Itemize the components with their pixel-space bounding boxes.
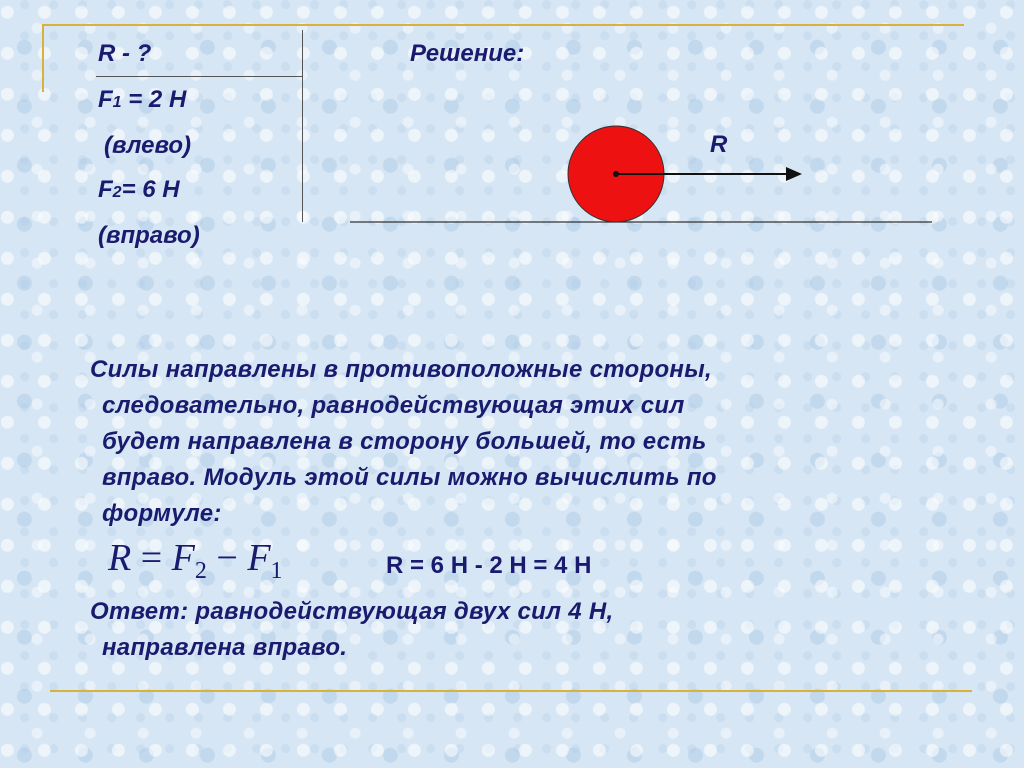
answer-line-1: Ответ: равнодействующая двух сил 4 Н, xyxy=(90,598,614,625)
formula-f1-sub: 1 xyxy=(270,558,283,584)
explanation-line-1: Силы направлены в противоположные стороны, xyxy=(90,356,712,383)
given-f1-direction: (влево) xyxy=(104,132,191,159)
force-diagram xyxy=(340,110,940,230)
f1-sub: 1 xyxy=(112,94,122,111)
explanation-line-5: формуле: xyxy=(102,500,222,527)
top-gold-rule xyxy=(42,24,964,26)
formula-f2: F xyxy=(171,537,195,579)
explanation-line-4: вправо. Модуль этой силы можно вычислить по xyxy=(102,464,717,491)
calculation: R = 6 Н - 2 Н = 4 Н xyxy=(386,552,592,579)
f2-sub: 2 xyxy=(112,184,122,201)
vector-label: R xyxy=(710,131,728,158)
explanation-line-3: будет направлена в сторону большей, то есть xyxy=(102,428,707,455)
formula-f2-sub: 2 xyxy=(194,558,207,584)
f2-name: F xyxy=(98,176,113,203)
explanation-text xyxy=(90,352,717,532)
formula-f1: F xyxy=(247,537,271,579)
given-horizontal-divider xyxy=(96,76,302,77)
left-gold-rule xyxy=(42,24,44,92)
explanation-line-2: следовательно, равнодействующая этих сил xyxy=(102,392,685,419)
formula xyxy=(108,536,283,585)
solution-heading: Решение: xyxy=(410,40,525,67)
formula-eq: = xyxy=(140,537,163,579)
f1-name: F xyxy=(98,86,113,113)
given-f2 xyxy=(98,176,180,204)
given-f1 xyxy=(98,86,186,114)
answer-text xyxy=(90,594,614,666)
given-f2-direction: (вправо) xyxy=(98,222,200,249)
formula-minus: − xyxy=(216,537,238,579)
resultant-arrow-head xyxy=(786,167,802,181)
f1-value: = 2 Н xyxy=(121,86,187,113)
answer-line-2: направлена вправо. xyxy=(102,634,348,661)
bottom-gold-rule xyxy=(50,690,972,692)
given-vertical-divider xyxy=(302,30,303,222)
formula-lhs: R xyxy=(108,537,132,579)
given-unknown: R - ? xyxy=(98,40,152,67)
f2-value: = 6 Н xyxy=(121,176,180,203)
